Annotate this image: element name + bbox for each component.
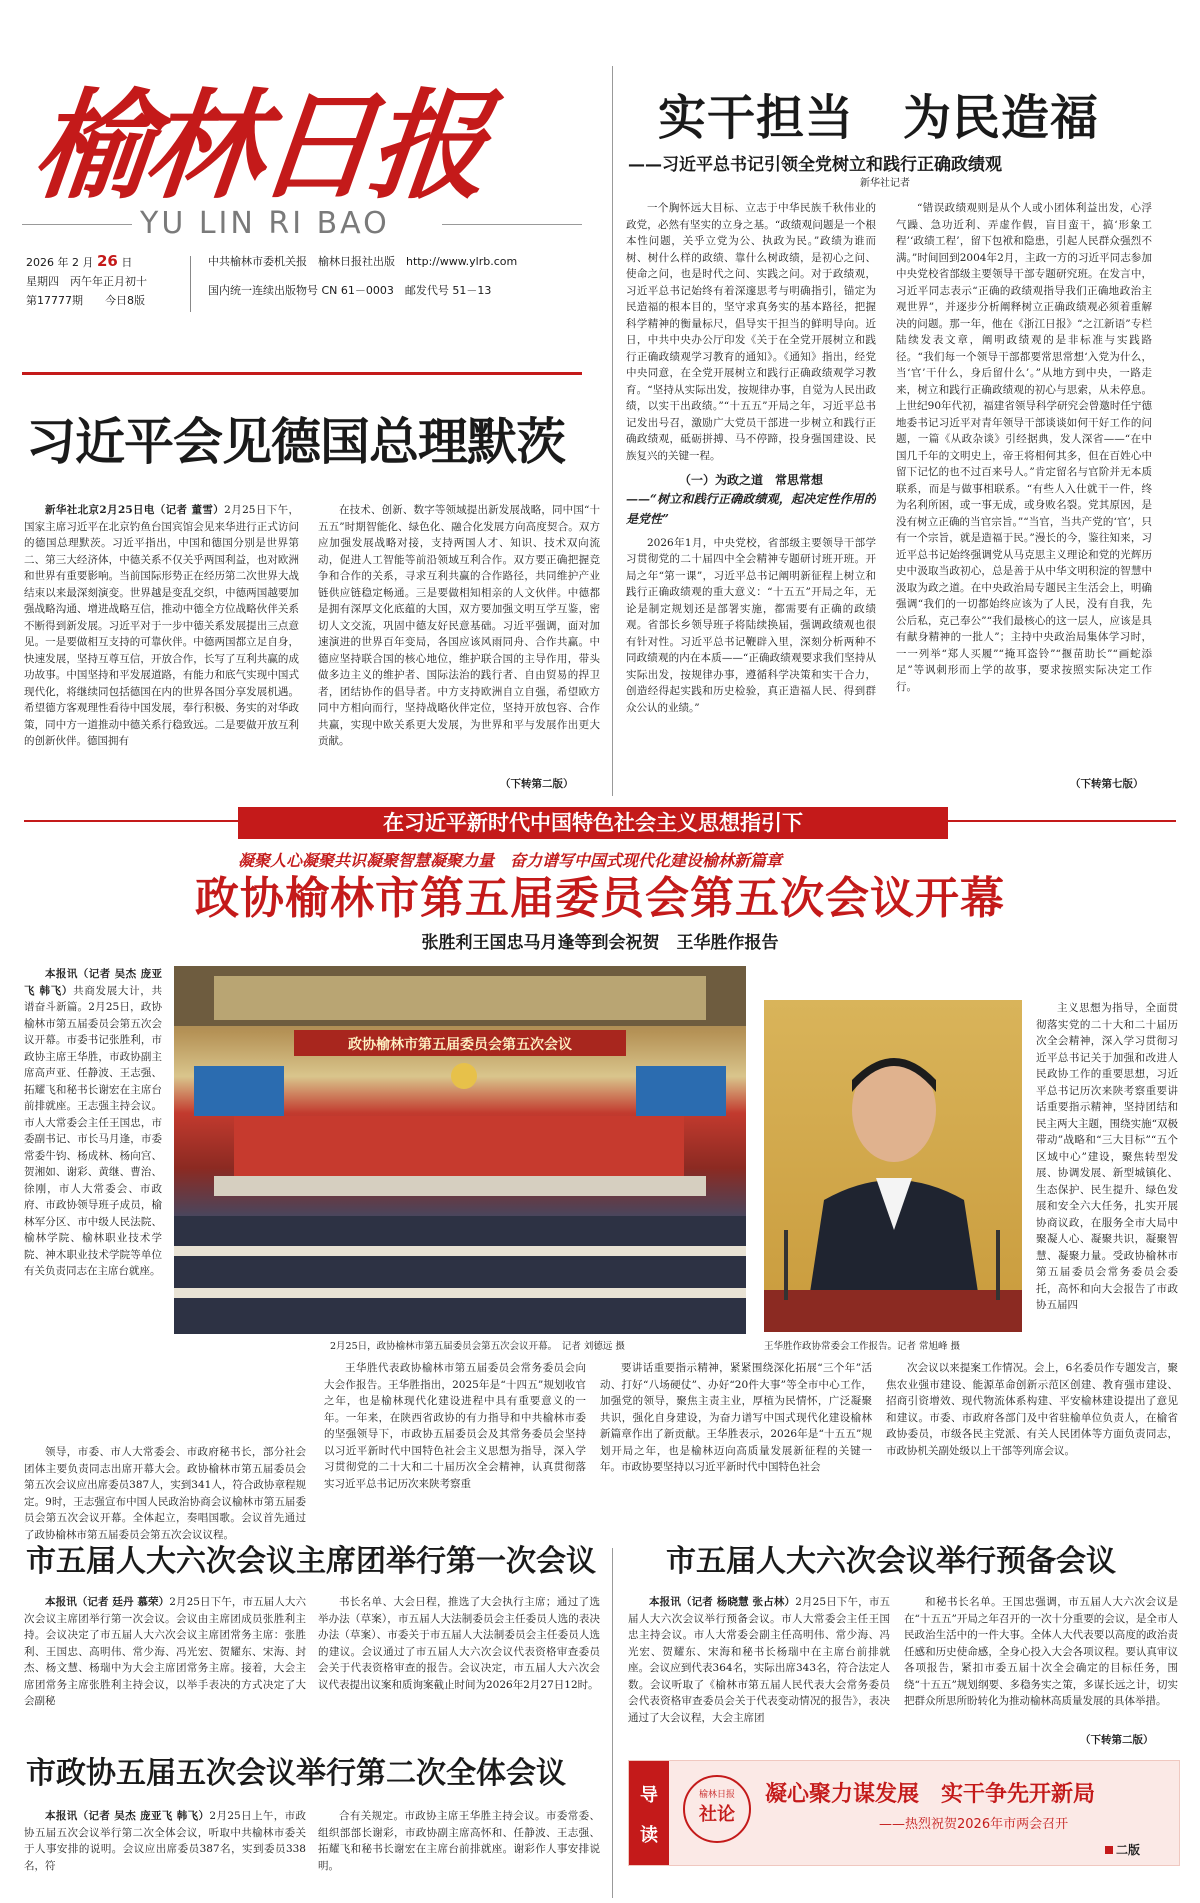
cppcc-col1-bottom-text: 领导，市委、市人大常委会、市政府秘书长，部分社会团体主要负责同志出席开幕大会。政协榆林市第五届委员会第五次会议应出席委员387人，实到341人，符合政协章程规定。9时，王志强宣布中国人民政治协商会议榆林市第五届委员会第五次会议开幕。全体起立，奏唱国歌。会议首先通过了政协榆林市第五届委员会第五次会议议程。 [24, 1446, 306, 1541]
lead-story-col1 [24, 502, 299, 774]
guide-subhead: ——热烈祝贺2026年市两会召开 [879, 1817, 1069, 1832]
website-link[interactable]: http://www.ylrb.com [406, 255, 518, 268]
top-article-section [626, 472, 876, 529]
page-ref-text: 二版 [1116, 1843, 1141, 1857]
banner-kicker [238, 848, 998, 871]
masthead-pinyin-line-left [22, 224, 132, 225]
npc-story2-continued: （下转第二版） [1080, 1734, 1154, 1746]
lead-story-dateline: 新华社北京2月25日电（记者 董雪） [45, 504, 225, 516]
top-article-continued: （下转第七版） [1070, 778, 1144, 790]
cppcc-col1-top [24, 966, 162, 1442]
npc-story1-col1 [24, 1594, 306, 1746]
page-count: 今日8版 [105, 294, 145, 307]
npc-story1-col2-text: 书长名单、大会日程，推选了大会执行主席；通过了选举办法（草案），市五届人大法制委员会主任委员人选的表决办法（草案）、市委关于市五届人大法制委员会主任委员人选的建议。会议通过了市五届人大六次会议代表资格审查委员会关于代表资格审查的报告。会议决定，市五届人大六次会议代表提出议案和质询案截止时间为2026年2月27日12时。 [318, 1596, 600, 1691]
npc-story1-col1-text: 2月25日下午，市五届人大六次会议主席团举行第一次会议。会议由主席团成员张胜利主持。会议决定了市五届人大六次会议主席团常务主席：张胜利、王国忠、高明伟、常少海、冯光宏、贺耀东、宋海、封杰、杨文慧、杨瑞中为大会主席团常务主席。接着，大会主席团常务主席张胜利主持会议，以举手表决的方式决定了大会副秘 [24, 1596, 306, 1707]
guide-label-top: 导 [640, 1785, 658, 1806]
cppcc-col3-text: 要讲话重要指示精神，紧紧围绕深化拓展“三个年”活动、打好“八场硬仗”、办好“20件大事”等全市中心工作，加强党的领导，聚焦主责主业，厚植为民情怀，广泛凝聚共识，强化自身建设，为奋力谱写中国式现代化建设榆林新篇章作出了新贡献。王华胜表示，2026年是“十五五”规划开局之年，也是榆林迈向高质量发展新征程的关键一年。市政协要坚持以习近平新时代中国特色社会 [600, 1362, 872, 1473]
lead-story-headline: 习近平会见德国总理默茨 [26, 413, 565, 471]
npc-story2-dateline: 本报讯（记者 杨晓慧 张占林） [649, 1596, 796, 1608]
lead-story-continued: （下转第二版） [500, 778, 574, 790]
masthead-pinyin: YU LIN RI BAO [140, 206, 390, 241]
guide-label [629, 1761, 669, 1865]
cppcc-col2-text: 王华胜代表政协榆林市第五届委员会常务委员会向大会作报告。王华胜指出，2025年是“十四五”规划收官之年，也是榆林现代化建设进程中具有重要意义的一年。一年来，在陕西省政协的有力指导和中共榆林市委的坚强领导下，市政协五届委员会及其常务委员会坚持以习近平新时代中国特色社会主义思想为指导，深入学习贯彻党的二十大和二十届历次全会精神，认真贯彻落实习近平总书记历次来陕考察重 [324, 1362, 586, 1490]
cn-number: 国内统一连续出版物号 CN 61－0003 [208, 284, 394, 297]
issue-info [26, 252, 186, 310]
banner-headline: 政协榆林市第五届委员会第五次会议开幕 [195, 873, 1005, 924]
masthead-logo: 榆林日报 [26, 76, 490, 215]
masthead-rule [22, 372, 582, 375]
weekday: 星期四 [26, 275, 59, 288]
cppcc-story2-headline: 市政协五届五次会议举行第二次全体会议 [26, 1756, 566, 1791]
npc-story2-col2-text: 和秘书长名单。王国忠强调，市五届人大六次会议是在“十五五”开局之年召开的一次十分重要的会议，是全市人民政治生活中的一件大事。全体人大代表要以高度的政治责任感和历史使命感，全身心投入大会各项议程。要认真审议各项报告，紧扣市委五届十次全会确定的目标任务，围绕“十五五”规划纲要、多稳务实之策，多谋长远之计，切实把群众所思所盼转化为推动榆林高质量发展的具体举措。 [904, 1596, 1178, 1707]
cppcc-story2-col1-text: 2月25日上午，市政协五届五次会议举行第二次全体会议，听取中共榆林市委关于人事安排的说明。会议应出席委员387名，实到委员338名，符 [24, 1810, 306, 1872]
top-article-col2-text: “错误政绩观则是从个人或小团体利益出发，心浮气躁、急功近利、弄虚作假，盲目蛮干，搞‘形象工程’‘政绩工程’，留下包袱和隐患，引起人民群众强烈不满。”时间回到2004年2月，主政一方的习近平同志参加中央党校省部级主要领导干部专题研究班。在发言中，习近平同志表示“正确的政绩观指导我们正确地政治主观世界”，并逐步分析阐释树立正确政绩观必须着重解决的问题。那一年，他在《浙江日报》“之江新语”专栏陆续发表文章，阐明政绩观的是非标准与实践路径。“我们每一个领导干部都要常思常想‘入党为什么，当‘官’干什么，身后留什么’。”从地方到中央，一路走来，树立和践行正确政绩观的初心与思索，从未停息。上世纪90年代初，福建省领导科学研究会曾邀时任宁德地委书记习近平对青年领导干部谈谈如何干好工作的问题，一篇《从政杂谈》引经据典，发人深省——“在中国几千年的文明史上，帝王将相何其多，但在百姓心中留下记忆的也不过百来号人。”肯定留名与官阶并无本质联系，而是与做事相联系。“有些人入仕就干一件，终为名利所困，或一事无成，或身败名裂。党其原因，是没有树立正确的当官宗旨。”“当官，当共产党的‘官’，只有一个宗旨，就是造福于民。”漫长的今，鉴往知来，习近平总书记始终强调党从马克思主义理论和党的光辉历史中汲取当政初心，总是善于从中华文明积淀的智慧中汲取为政之道。在中央政治局专题民主生活会上，明确强调“我们的一切都始终应该为了人民，没有自我，先公后私，克己奉公”“我们最核心的这一层人，应该是具有献身精神的一批人”；主持中央政治局集体学习时，一一列举“郑人买履”“掩耳盗铃”“揠苗助长”“画蛇添足”等讽刺形而上学的故事，要求按照实际决定工作行。 [896, 202, 1152, 693]
guide-page-ref[interactable] [1105, 1841, 1140, 1858]
issue-date [26, 252, 186, 272]
masthead [22, 66, 622, 366]
section-quote: ——“树立和践行正确政绩观，起决定性作用的是党性” [626, 491, 876, 526]
hall-banner-text: 政协榆林市第五届委员会第五次会议 [348, 1037, 572, 1053]
top-article-col1 [626, 200, 876, 772]
cppcc-col2 [324, 1360, 586, 1532]
section-title: （一）为政之道 常思常想 [678, 473, 823, 487]
badge-name: 社论 [699, 1804, 735, 1825]
right-screen [636, 1066, 726, 1116]
guide-headline: 凝心聚力谋发展 实干争先开新局 [765, 1782, 1096, 1807]
meeting-hall-photo [174, 966, 746, 1334]
npc-story2-col2 [904, 1594, 1178, 1728]
presidium-table [214, 1176, 706, 1196]
kicker-right: 奋力谱写中国式现代化建设榆林新篇章 [510, 851, 783, 870]
page-ref-marker-icon [1105, 1846, 1113, 1854]
cppcc-story2-dateline: 本报讯（记者 吴杰 庞亚飞 韩飞） [45, 1810, 210, 1822]
podium [764, 1290, 1022, 1332]
meeting-hall-svg [174, 966, 746, 1334]
date-day: 26 [96, 252, 118, 270]
top-article-body: 2026年1月，中央党校，省部级主要领导干部学习贯彻党的二十届四中全会精神专题研讨班开班。开局之年“第一课”，习近平总书记阐明新征程上树立和践行正确政绩观的重大意义：“十五五”开局之年，无论是制定规划还是部署实施，都需要有正确的政绩观。省部长乡领导班子将陆续换届，强调政绩观也很有针对性。习近平总书记鞭辟入里，深刻分析两种不同政绩观的内在本质——“正确政绩观要求我们坚持从实际出发，按规律办事，遵循科学决策和实干合力，创造经得起实践和历史检验，真正造福人民、得到群众公认的业绩。” [626, 536, 876, 714]
npc-story2-col1-text: 2月25日下午，市五届人大六次会议举行预备会议。市人大常委会主任王国忠主持会议。市人大常委会副主任高明伟、常少海、冯光宏、贺耀东、宋海和秘书长杨瑞中在主席台前排就座。会议应到代表364名，实际出席343名，符合法定人数。会议听取了《榆林市第五届人民代表大会常务委员会代表资格审查委员会关于代表变动情况的报告》，表决通过了大会议程，大会主席团 [628, 1596, 890, 1724]
banner-subhead: 张胜利王国忠马月逢等到会祝贺 王华胜作报告 [421, 933, 779, 953]
cppcc-col1-text: 共商发展大计，共谱奋斗新篇。2月25日，政协榆林市第五届委员会第五次会议开幕。市委书记张胜利，市政协主席王华胜，市政协副主席高声亚、任静波、王志强、拓耀飞和秘书长谢宏在主席台前排就座。王志强主持会议。市人大常委会主任王国忠，市委副书记、市长马月逢，市委常委牛钧、杨成林、杨向宫、贺湘如、谢彩、黄继、曹治、徐刚，市人大常委会、市政府、市政协领导班子成员，榆林军分区、市中级人民法院、榆林学院、榆林职业技术学院、神木职业技术学院等单位有关负责同志在主席台就座。 [24, 984, 162, 1277]
ceiling-lights [214, 976, 706, 1020]
cppcc-col4-text: 次会议以来提案工作情况。会上，6名委员作专题发言，聚焦农业强市建设、能源革命创新示范区创建、教育强市建设、招商引资增效、现代物流体系构建、平安榆林建设提出了意见和建议。市委、市政府各部门及中省驻榆单位负责人，在榆省政协委员，市级各民主党派、有关人民团体等方面负责同志，市政协机关副处级以上干部等列席会议。 [886, 1362, 1178, 1457]
masthead-pinyin-line-right [442, 224, 582, 225]
bottom-column-divider [612, 1548, 613, 1898]
desk-row-1 [174, 1246, 746, 1256]
cppcc-dateline: 本报讯（记者 吴杰 庞亚飞 韩飞） [24, 968, 162, 997]
lead-story-col2 [318, 502, 600, 774]
cppcc-col3 [600, 1360, 872, 1532]
speaker-svg [764, 1000, 1022, 1332]
npc-story1-headline: 市五届人大六次会议主席团举行第一次会议 [26, 1544, 596, 1579]
top-article-intro: 一个胸怀远大目标、立志于中华民族千秋伟业的政党，必然有坚实的立身之基。“政绩观问题是一个根本性问题，关乎立党为公、执政为民。”政绩为谁而树、树什么样的政绩、靠什么树政绩，是初心之问、使命之问，也是时代之问、实践之问。对于政绩观，习近平总书记始终有着深邃思考与明确指引，锚定为民造福的根本目的，坚守求真务实的基本路径，把握科学精神的衡量标尺，倡导实干担当的鲜明导向。近日，中共中央办公厅印发《关于在全党开展树立和践行正确政绩观学习教育的通知》。《通知》指出，经党中央同意，在全党开展树立和践行正确政绩观学习教育。“坚持从实际出发，按规律办事，自觉为人民出政绩，以实干出政绩。”“十五五”开局之年，习近平总书记发出号召，激励广大党员干部进一步树立和践行正确政绩观，砥砺拼搏、马不停蹄，投身强国建设、民族复兴的关键一程。 [626, 202, 876, 462]
npc-story2-col1 [628, 1594, 890, 1746]
date-prefix: 2026 年 2 月 [26, 256, 94, 269]
cppcc-right-col-text: 主义思想为指导，全面贯彻落实党的二十大和二十届历次全会精神，深入学习贯彻习近平总书记关于加强和改进人民政协工作的重要思想，习近平总书记历次来陕考察重要讲话重要指示精神，坚持团结和民主两大主题，围绕实施“双极带动”战略和“三大目标”“五个区域中心”建设，聚焦转型发展、协调发展、新型城镇化、生态保护、民生提升、绿色发展和安全六大任务，扎实开展协商议政，在服务全市大局中聚凝人心、凝聚共识，凝聚智慧、凝聚力量。受政协榆林市第五届委员会常务委员会委托，高怀和向大会报告了市政协五届四 [1036, 1002, 1178, 1311]
lunar-date: 丙午年正月初十 [70, 275, 147, 288]
npc-story2-headline: 市五届人大六次会议举行预备会议 [666, 1544, 1116, 1579]
date-suffix: 日 [121, 256, 133, 269]
cppcc-story2-col2-text: 合有关规定。市政协主席王华胜主持会议。市委常委、组织部部长谢彩，市政协副主席高怀和、任静波、王志强、拓耀飞和秘书长谢宏在主席台前排就座。谢彩作人事安排说明。 [318, 1810, 600, 1872]
microphone-left [784, 1230, 788, 1300]
issue-info-divider [190, 256, 191, 312]
top-story-headline: 实干担当 为民造福 [658, 90, 1100, 146]
publisher: 中共榆林市委机关报 榆林日报社出版 [208, 255, 395, 268]
cppcc-col4 [886, 1360, 1178, 1532]
editorial-badge [683, 1775, 751, 1843]
npc-story1-dateline: 本报讯（记者 廷丹 慕荣） [45, 1596, 170, 1608]
audience [174, 1216, 746, 1334]
cppcc-story2-col2 [318, 1808, 600, 1894]
right-photo-caption: 王华胜作政协常委会工作报告。记者 常旭峰 摄 [764, 1341, 961, 1352]
cppcc-story2-col1 [24, 1808, 306, 1894]
left-screen [194, 1066, 284, 1116]
cppcc-right-col [1036, 1000, 1178, 1342]
top-article-col2 [896, 200, 1152, 772]
cppcc-emblem [451, 1063, 477, 1089]
microphone-right [996, 1230, 1000, 1300]
desk-row-2 [174, 1288, 746, 1298]
left-photo-caption: 2月25日，政协榆林市第五届委员会第五次会议开幕。 记者 刘德远 摄 [330, 1341, 625, 1352]
lead-story-col1-text: 2月25日下午，国家主席习近平在北京钓鱼台国宾馆会见来华进行正式访问的德国总理默茨。习近平指出，中国和德国分别是世界第二、第三大经济体，中德关系不仅关乎两国利益，也对欧洲和世界有重要影响。当前国际形势正在经历第二次世界大战结束以来最深刻演变。世界越是变乱交织，中德两国越要加强战略沟通、增进战略互信，推动中德全方位战略伙伴关系不断得到新发展。习近平对于一步中德关系发展提出三点意见。一是要做相互支持的可靠伙伴。中德两国都立足自身，快速发展，坚持互尊互信，开放合作，长写了互利共赢的成功故事。中国坚持和平发展道路，有能力和底气实现中国式现代化，将继续同包括德国在内的世界各国分享发展机遇。希望德方客观理性看待中国发展，奉行积极、务实的对华政策，同中方一道推动中德关系行稳致远。二是要做开放互利的创新伙伴。德国拥有 [24, 504, 299, 747]
postal-code: 邮发代号 51－13 [404, 284, 492, 297]
issue-number: 第17777期 [26, 294, 83, 307]
red-flags [234, 1116, 684, 1186]
red-band: 在习近平新时代中国特色社会主义思想指引下 [238, 807, 948, 839]
npc-story1-col2 [318, 1594, 600, 1746]
publisher-info [208, 252, 517, 300]
guide-box[interactable] [628, 1760, 1180, 1866]
kicker-left: 凝聚人心凝聚共识凝聚智慧凝聚力量 [238, 851, 495, 870]
column-divider-vertical [612, 66, 613, 796]
lead-story-col2-text: 在技术、创新、数字等领域提出新发展战略，同中国“十五五”时期智能化、绿色化、融合化发展方向高度契合。双方应加强发展战略对接，支持两国人才、知识、技术双向流动，促进人工智能等前沿领域互利合作。双方要正确把握竞争和合作的关系，寻求互利共赢的合作路径，共同维护产业链供应链稳定畅通。三是要做相知相亲的人文伙伴。中德都是拥有深厚文化底蕴的大国，双方要加强文明互学互鉴，密切人文交流，巩固中德友好民意基础。习近平强调，面对加速演进的世界百年变局，各国应该风雨同舟、合作共赢。中德应坚持联合国的核心地位，维护联合国的主导作用，带头做多边主义的维护者、国际法治的践行者、自由贸易的捍卫者，团结协作的倡导者。中方支持欧洲自立自强，希望欧方同中方相向而行，坚持战略伙伴定位，坚持开放包容、合作共赢，实现中欧关系更大发展，为世界和平与发展作出更大贡献。 [318, 504, 600, 747]
badge-brand: 榆林日报 [698, 1790, 735, 1800]
guide-label-bottom: 读 [640, 1825, 658, 1846]
speaker-portrait-photo [764, 1000, 1022, 1332]
top-story-byline: 新华社记者 [860, 178, 910, 189]
top-story-subhead: ——习近平总书记引领全党树立和践行正确政绩观 [628, 155, 1002, 175]
